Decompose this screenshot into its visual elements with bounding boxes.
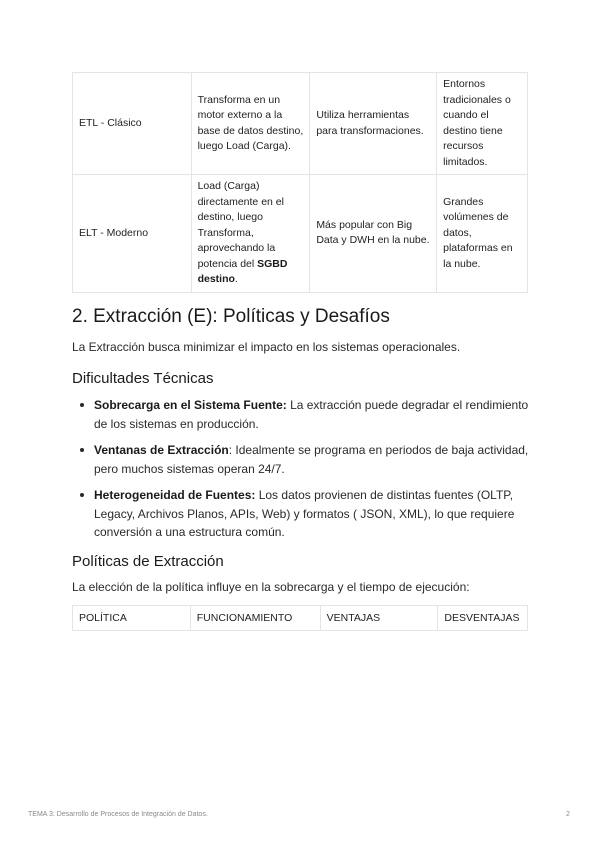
column-header: DESVENTAJAS xyxy=(438,606,528,631)
table-header-row xyxy=(73,606,528,631)
tools-cell: Más popular con Big Data y DWH en la nube. xyxy=(310,175,437,293)
list-item xyxy=(72,486,532,542)
list-item xyxy=(72,396,532,433)
policies-heading: Políticas de Extracción xyxy=(72,553,224,570)
bullet-icon xyxy=(80,448,84,452)
usage-cell: Entornos tradicionales o cuando el destino tiene recursos limitados. xyxy=(437,73,528,175)
item-title: Ventanas de Extracción xyxy=(94,443,229,457)
table-row xyxy=(73,73,528,175)
item-title: Sobrecarga en el Sistema Fuente: xyxy=(94,398,287,412)
usage-cell: Grandes volúmenes de datos, plataformas en la nube. xyxy=(437,175,528,293)
section-intro: La Extracción busca minimizar el impacto en los sistemas operacionales. xyxy=(72,340,461,354)
etl-elt-comparison-table xyxy=(72,72,528,293)
description-text: Load (Carga) directamente en el destino, luego Transforma, aprovechando la potencia del xyxy=(197,180,284,270)
column-header: POLÍTICA xyxy=(73,606,191,631)
table-row xyxy=(73,175,528,293)
footer-title: TEMA 3: Desarrollo de Procesos de Integración de Datos. xyxy=(28,811,208,818)
column-header: FUNCIONAMIENTO xyxy=(190,606,320,631)
approach-cell: ETL - Clásico xyxy=(73,73,192,175)
difficulties-list xyxy=(72,396,532,550)
section-title: 2. Extracción (E): Políticas y Desafíos xyxy=(72,306,390,327)
tools-cell: Utiliza herramientas para transformaciones. xyxy=(310,73,437,175)
column-header: VENTAJAS xyxy=(320,606,438,631)
item-title: Heterogeneidad de Fuentes: xyxy=(94,488,256,502)
item-text: La extracción puede degradar el rendimiento de los sistemas en producción. xyxy=(94,398,529,431)
description-cell: Transforma en un motor externo a la base de datos destino, luego Load (Carga). xyxy=(191,73,310,175)
list-item xyxy=(72,441,532,478)
item-text: Los datos provienen de distintas fuentes (OLTP, Legacy, Archivos Planos, APIs, Web) y formatos ( JSON, XML), lo que requiere conversión a una estructura común. xyxy=(94,488,515,539)
page-number: 2 xyxy=(566,811,570,818)
description-suffix: . xyxy=(234,273,238,285)
difficulties-heading: Dificultades Técnicas xyxy=(72,370,214,387)
item-text: : Idealmente se programa en periodos de baja actividad, pero muchos sistemas operan 24/7. xyxy=(94,443,529,476)
description-bold-text: SGBD destino xyxy=(197,257,288,285)
approach-cell: ELT - Moderno xyxy=(73,175,192,293)
bullet-icon xyxy=(80,403,84,407)
extraction-policies-table xyxy=(72,605,528,631)
bullet-icon xyxy=(80,493,84,497)
policies-intro: La elección de la política influye en la sobrecarga y el tiempo de ejecución: xyxy=(72,580,470,594)
description-cell xyxy=(191,175,310,293)
